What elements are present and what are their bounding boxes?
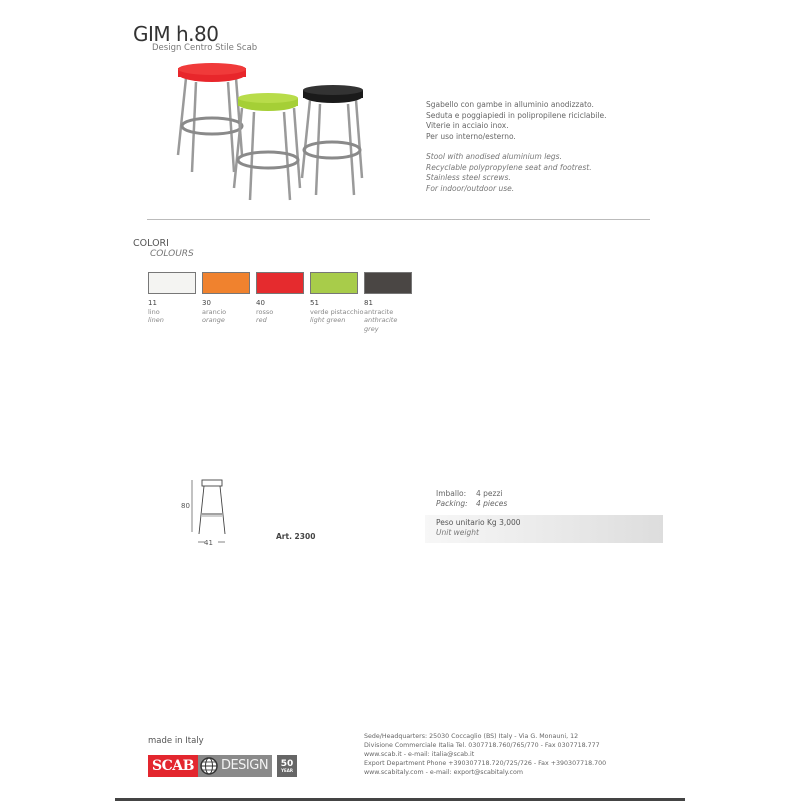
product-description: Sgabello con gambe in alluminio anodizzato. Seduta e poggiapiedi in polipropilene riciclabile. Viterie in acciaio inox. Per uso interno/esterno. Stool with anodised aluminium legs. Recyclable polypropylene seat and footrest. Stainless steel screws. For indoor/outdoor use. (426, 100, 607, 193)
product-title: GIM h.80 (133, 22, 219, 46)
product-designer: Design Centro Stile Scab (152, 43, 258, 53)
packing-info: Imballo: 4 pezzi Packing: 4 pieces (436, 489, 508, 508)
technical-drawing (180, 476, 240, 546)
swatch-box (256, 272, 304, 294)
dimension-width: 41 (204, 539, 213, 547)
section-divider (147, 219, 650, 220)
globe-icon (198, 755, 220, 777)
unit-weight: Peso unitario Kg 3,000 Unit weight (436, 518, 521, 537)
swatch-51: 51 verde pistacchio light green (310, 272, 358, 333)
swatch-40: 40 rosso red (256, 272, 304, 333)
stool-red (178, 78, 242, 172)
swatch-box (202, 272, 250, 294)
colours-heading-it: COLORI (133, 238, 169, 249)
stool-black (302, 100, 362, 195)
colours-heading-en: COLOURS (150, 249, 194, 259)
stool-green (234, 108, 300, 200)
dimension-height: 80 (181, 502, 190, 510)
swatch-30: 30 arancio orange (202, 272, 250, 333)
swatch-11: 11 lino linen (148, 272, 196, 333)
scab-design-logo: SCAB DESIGN 50 YEAR (148, 755, 297, 777)
swatch-box (148, 272, 196, 294)
swatch-box (310, 272, 358, 294)
swatch-81: 81 antracite anthracite grey (364, 272, 412, 333)
company-contacts: Sede/Headquarters: 25030 Coccaglio (BS) Italy - Via G. Monauni, 12 Divisione Commerciale Italia Tel. 0307718.760/765/770 - Fax 0307718.777 www.scab.it - e-mail: italia@scab.it Export Department Phone +390307718.720/725/726 - Fax +390307718.700 www.scabitaly.com - e-mail: export@scabitaly.com (364, 733, 607, 776)
article-number: Art. 2300 (276, 532, 316, 541)
made-in-italy: made in Italy (148, 736, 204, 746)
product-photo-stools (170, 60, 370, 210)
colour-swatches (148, 272, 412, 333)
fifty-years-badge: 50 YEAR (277, 755, 297, 777)
swatch-box (364, 272, 412, 294)
